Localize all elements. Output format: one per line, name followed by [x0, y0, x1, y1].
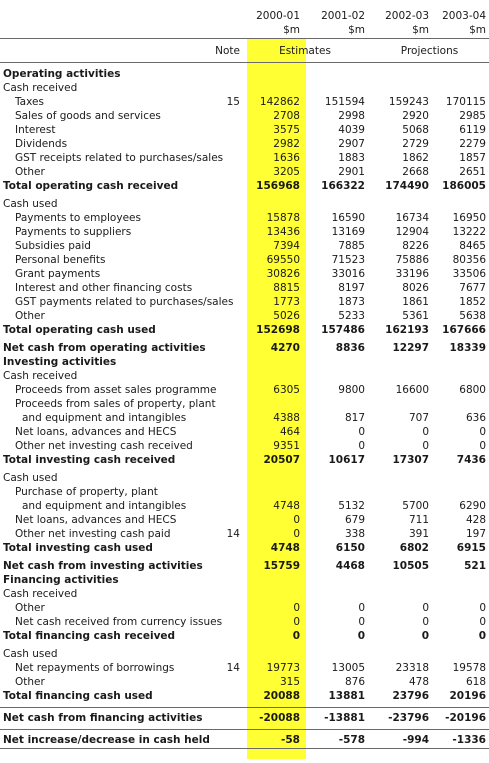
- row-label: Other: [15, 602, 45, 614]
- row-value-0: 0: [293, 616, 300, 628]
- row-value-2: 16600: [395, 384, 429, 396]
- row-value-1: 4039: [338, 124, 365, 136]
- statement-row-23: [0, 397, 489, 411]
- statement-row-43: [0, 689, 489, 703]
- row-label: Cash used: [3, 648, 58, 660]
- row-value-0: 2708: [273, 110, 300, 122]
- row-value-3: 6290: [459, 500, 486, 512]
- row-label: Interest: [15, 124, 56, 136]
- row-value-3: 0: [479, 426, 486, 438]
- row-value-1: 0: [358, 616, 365, 628]
- section-rule: [0, 707, 489, 708]
- row-label: Investing activities: [3, 356, 117, 368]
- statement-row-0: [0, 67, 489, 81]
- row-value-0: 464: [279, 426, 300, 438]
- row-value-3: 16950: [452, 212, 486, 224]
- row-value-0: -20088: [259, 712, 300, 724]
- row-value-1: 0: [358, 440, 365, 452]
- row-label: Dividends: [15, 138, 68, 150]
- statement-row-41: [0, 661, 489, 675]
- row-value-3: 1852: [459, 296, 486, 308]
- statement-row-39: [0, 629, 489, 643]
- statement-row-9: [0, 197, 489, 211]
- statement-row-32: [0, 527, 489, 541]
- row-value-1: 817: [344, 412, 365, 424]
- row-value-1: 9800: [338, 384, 365, 396]
- row-label: Grant payments: [15, 268, 101, 280]
- row-value-2: 23318: [395, 662, 429, 674]
- statement-row-3: [0, 109, 489, 123]
- row-label: Purchase of property, plant: [15, 486, 158, 498]
- row-value-2: 8226: [402, 240, 429, 252]
- row-value-0: 9351: [273, 440, 300, 452]
- row-label: Personal benefits: [15, 254, 106, 266]
- row-label: Other net investing cash received: [15, 440, 193, 452]
- row-value-0: 4388: [273, 412, 300, 424]
- row-value-1: 33016: [331, 268, 365, 280]
- row-value-3: 6119: [459, 124, 486, 136]
- row-value-0: 5026: [273, 310, 300, 322]
- row-value-2: 8026: [402, 282, 429, 294]
- row-value-0: 19773: [266, 662, 300, 674]
- row-label: Total investing cash used: [3, 542, 153, 554]
- statement-row-6: [0, 151, 489, 165]
- row-value-0: 15878: [266, 212, 300, 224]
- statement-row-12: [0, 239, 489, 253]
- row-value-0: 69550: [266, 254, 300, 266]
- row-value-2: -23796: [388, 712, 429, 724]
- statement-row-21: [0, 369, 489, 383]
- row-value-2: 0: [422, 426, 429, 438]
- row-label: Proceeds from asset sales programme: [15, 384, 217, 396]
- row-note: 14: [226, 662, 240, 674]
- statement-row-34: [0, 559, 489, 573]
- row-value-0: 0: [293, 602, 300, 614]
- row-value-1: 0: [358, 602, 365, 614]
- row-value-2: -994: [402, 734, 429, 746]
- row-value-1: 2998: [338, 110, 365, 122]
- header-top-rule: [0, 38, 489, 39]
- row-value-3: 0: [479, 602, 486, 614]
- statement-row-38: [0, 615, 489, 629]
- row-label: GST receipts related to purchases/sales: [15, 152, 224, 164]
- row-value-0: 1773: [273, 296, 300, 308]
- row-label: Other net investing cash paid: [15, 528, 171, 540]
- statement-row-5: [0, 137, 489, 151]
- row-value-0: 142862: [259, 96, 300, 108]
- row-value-1: 166322: [321, 180, 365, 192]
- year-header-2001-02: 2001-02: [321, 10, 365, 22]
- row-value-0: 20507: [263, 454, 300, 466]
- row-label: Taxes: [15, 96, 44, 108]
- row-value-2: 12297: [392, 342, 429, 354]
- row-value-1: 8197: [338, 282, 365, 294]
- row-label: Cash used: [3, 472, 58, 484]
- row-value-3: 167666: [442, 324, 486, 336]
- row-value-2: 5700: [402, 500, 429, 512]
- row-value-0: 315: [279, 676, 300, 688]
- row-value-2: 0: [421, 630, 429, 642]
- row-label: Net cash from investing activities: [3, 560, 203, 572]
- row-value-1: 0: [358, 426, 365, 438]
- row-value-0: 13436: [266, 226, 300, 238]
- row-value-3: 2279: [459, 138, 486, 150]
- statement-row-28: [0, 471, 489, 485]
- statement-row-45: [0, 733, 489, 747]
- row-label: Other: [15, 676, 45, 688]
- row-label: Interest and other financing costs: [15, 282, 193, 294]
- row-value-0: 6305: [273, 384, 300, 396]
- row-label: Sales of goods and services: [15, 110, 161, 122]
- statement-row-22: [0, 383, 489, 397]
- row-value-3: 20196: [449, 690, 486, 702]
- row-label: Subsidies paid: [15, 240, 91, 252]
- row-value-3: 5638: [459, 310, 486, 322]
- row-label: Total operating cash used: [3, 324, 156, 336]
- row-value-2: 17307: [392, 454, 429, 466]
- row-value-3: 13222: [452, 226, 486, 238]
- statement-row-18: [0, 323, 489, 337]
- year-header-2002-03: 2002-03: [385, 10, 429, 22]
- unit-header-1: $m: [348, 24, 365, 36]
- row-value-1: 876: [344, 676, 365, 688]
- statement-row-11: [0, 225, 489, 239]
- row-value-3: 2985: [459, 110, 486, 122]
- statement-row-29: [0, 485, 489, 499]
- row-note: 15: [226, 96, 240, 108]
- header-bottom-rule: [0, 62, 489, 63]
- row-value-1: 5233: [338, 310, 365, 322]
- statement-row-35: [0, 573, 489, 587]
- row-value-3: 186005: [442, 180, 486, 192]
- row-label: Cash received: [3, 82, 78, 94]
- row-value-0: 152698: [256, 324, 300, 336]
- statement-row-10: [0, 211, 489, 225]
- row-value-3: 7436: [456, 454, 486, 466]
- row-value-1: 13169: [331, 226, 365, 238]
- row-value-0: 30826: [266, 268, 300, 280]
- statement-row-17: [0, 309, 489, 323]
- statement-row-2: [0, 95, 489, 109]
- statement-row-19: [0, 341, 489, 355]
- statement-row-15: [0, 281, 489, 295]
- bottom-rule: [0, 748, 489, 749]
- section-rule: [0, 729, 489, 730]
- statement-row-8: [0, 179, 489, 193]
- statement-row-7: [0, 165, 489, 179]
- row-label: Financing activities: [3, 574, 119, 586]
- row-label: Cash used: [3, 198, 58, 210]
- row-label: Total financing cash used: [3, 690, 153, 702]
- row-label: Total operating cash received: [3, 180, 179, 192]
- row-value-2: 2729: [402, 138, 429, 150]
- row-label: GST payments related to purchases/sales: [15, 296, 234, 308]
- row-value-0: -58: [281, 734, 300, 746]
- row-value-0: 156968: [256, 180, 300, 192]
- row-value-1: 10617: [328, 454, 365, 466]
- row-value-1: 2901: [338, 166, 365, 178]
- statement-row-14: [0, 267, 489, 281]
- row-value-2: 711: [408, 514, 429, 526]
- unit-header-2: $m: [412, 24, 429, 36]
- header-years-row: [0, 9, 489, 23]
- row-value-3: 170115: [445, 96, 486, 108]
- row-value-2: 6802: [399, 542, 429, 554]
- row-value-0: 4748: [273, 500, 300, 512]
- header-labels-row: [0, 44, 489, 58]
- row-label: Proceeds from sales of property, plant: [15, 398, 216, 410]
- row-label: Payments to employees: [15, 212, 141, 224]
- row-value-0: 15759: [263, 560, 300, 572]
- statement-row-40: [0, 647, 489, 661]
- row-value-1: 0: [357, 630, 365, 642]
- row-note: 14: [226, 528, 240, 540]
- row-value-3: 0: [479, 440, 486, 452]
- row-value-1: 2907: [338, 138, 365, 150]
- row-value-3: 521: [464, 560, 486, 572]
- row-value-3: 636: [465, 412, 486, 424]
- row-label: and equipment and intangibles: [22, 412, 187, 424]
- note-header: Note: [215, 45, 240, 57]
- row-value-1: 6150: [335, 542, 365, 554]
- row-value-0: 3205: [273, 166, 300, 178]
- row-value-3: -1336: [452, 734, 486, 746]
- statement-row-31: [0, 513, 489, 527]
- row-value-1: 8836: [335, 342, 365, 354]
- row-value-2: 2920: [402, 110, 429, 122]
- row-value-3: 33506: [452, 268, 486, 280]
- row-label: Net cash from financing activities: [3, 712, 203, 724]
- row-value-3: 2651: [459, 166, 486, 178]
- statement-row-44: [0, 711, 489, 725]
- row-label: Cash received: [3, 370, 78, 382]
- row-value-0: 3575: [273, 124, 300, 136]
- row-value-3: 428: [465, 514, 486, 526]
- statement-row-27: [0, 453, 489, 467]
- row-value-0: 2982: [273, 138, 300, 150]
- row-value-3: 0: [478, 630, 486, 642]
- row-value-2: 16734: [395, 212, 429, 224]
- row-value-2: 10505: [392, 560, 429, 572]
- row-value-1: 13881: [328, 690, 365, 702]
- row-label: Net loans, advances and HECS: [15, 426, 177, 438]
- row-value-1: 71523: [331, 254, 365, 266]
- row-value-2: 707: [408, 412, 429, 424]
- row-label: Net increase/decrease in cash held: [3, 734, 210, 746]
- row-value-2: 0: [422, 616, 429, 628]
- row-value-2: 5361: [402, 310, 429, 322]
- row-value-2: 5068: [402, 124, 429, 136]
- statement-row-36: [0, 587, 489, 601]
- row-value-2: 162193: [385, 324, 429, 336]
- row-value-3: 8465: [459, 240, 486, 252]
- row-value-2: 478: [408, 676, 429, 688]
- row-value-3: 7677: [459, 282, 486, 294]
- unit-header-3: $m: [469, 24, 486, 36]
- row-value-0: 7394: [273, 240, 300, 252]
- row-value-1: 679: [344, 514, 365, 526]
- row-label: Total investing cash received: [3, 454, 176, 466]
- row-value-1: -578: [338, 734, 365, 746]
- row-value-0: 0: [293, 528, 300, 540]
- row-value-0: 0: [293, 514, 300, 526]
- row-label: Operating activities: [3, 68, 121, 80]
- row-value-3: 80356: [452, 254, 486, 266]
- row-value-1: 1873: [338, 296, 365, 308]
- row-value-1: 16590: [331, 212, 365, 224]
- row-value-3: 0: [479, 616, 486, 628]
- row-value-1: 4468: [335, 560, 365, 572]
- row-value-2: 33196: [395, 268, 429, 280]
- row-value-3: 6915: [456, 542, 486, 554]
- row-value-2: 75886: [395, 254, 429, 266]
- row-value-1: 7885: [338, 240, 365, 252]
- row-value-0: 1636: [273, 152, 300, 164]
- row-label: Other: [15, 310, 45, 322]
- row-value-1: 338: [344, 528, 365, 540]
- row-value-2: 2668: [402, 166, 429, 178]
- row-value-0: 8815: [273, 282, 300, 294]
- row-label: and equipment and intangibles: [22, 500, 187, 512]
- statement-row-37: [0, 601, 489, 615]
- row-value-0: 4748: [270, 542, 300, 554]
- year-header-2003-04: 2003-04: [442, 10, 486, 22]
- statement-row-13: [0, 253, 489, 267]
- statement-row-33: [0, 541, 489, 555]
- row-value-3: 6800: [459, 384, 486, 396]
- row-value-3: 197: [465, 528, 486, 540]
- row-value-1: 13005: [331, 662, 365, 674]
- row-value-0: 0: [292, 630, 300, 642]
- row-value-1: 157486: [321, 324, 365, 336]
- row-value-2: 1861: [402, 296, 429, 308]
- row-value-0: 20088: [263, 690, 300, 702]
- estimates-header: Estimates: [279, 45, 331, 57]
- row-label: Net cash from operating activities: [3, 342, 206, 354]
- statement-row-20: [0, 355, 489, 369]
- row-value-2: 159243: [388, 96, 429, 108]
- statement-row-30: [0, 499, 489, 513]
- row-value-2: 1862: [402, 152, 429, 164]
- header-units-row: [0, 23, 489, 37]
- row-value-2: 0: [422, 440, 429, 452]
- row-value-2: 174490: [385, 180, 429, 192]
- row-value-1: -13881: [324, 712, 365, 724]
- row-value-3: 18339: [449, 342, 486, 354]
- statement-row-26: [0, 439, 489, 453]
- statement-row-24: [0, 411, 489, 425]
- unit-header-0: $m: [283, 24, 300, 36]
- row-label: Net loans, advances and HECS: [15, 514, 177, 526]
- statement-row-4: [0, 123, 489, 137]
- row-value-2: 0: [422, 602, 429, 614]
- row-value-3: -20196: [445, 712, 486, 724]
- row-value-1: 1883: [338, 152, 365, 164]
- row-label: Total financing cash received: [3, 630, 176, 642]
- row-value-3: 618: [465, 676, 486, 688]
- row-value-3: 19578: [452, 662, 486, 674]
- statement-row-25: [0, 425, 489, 439]
- row-value-2: 12904: [395, 226, 429, 238]
- row-value-1: 5132: [338, 500, 365, 512]
- projections-header: Projections: [400, 45, 459, 57]
- row-label: Net cash received from currency issues: [15, 616, 223, 628]
- statement-row-16: [0, 295, 489, 309]
- row-value-2: 23796: [392, 690, 429, 702]
- row-label: Other: [15, 166, 45, 178]
- row-label: Cash received: [3, 588, 78, 600]
- row-value-2: 391: [408, 528, 429, 540]
- row-label: Net repayments of borrowings: [15, 662, 175, 674]
- row-value-0: 4270: [270, 342, 300, 354]
- year-header-2000-01: 2000-01: [256, 10, 300, 22]
- statement-row-42: [0, 675, 489, 689]
- row-value-1: 151594: [324, 96, 365, 108]
- statement-row-1: [0, 81, 489, 95]
- row-label: Payments to suppliers: [15, 226, 132, 238]
- row-value-3: 1857: [459, 152, 486, 164]
